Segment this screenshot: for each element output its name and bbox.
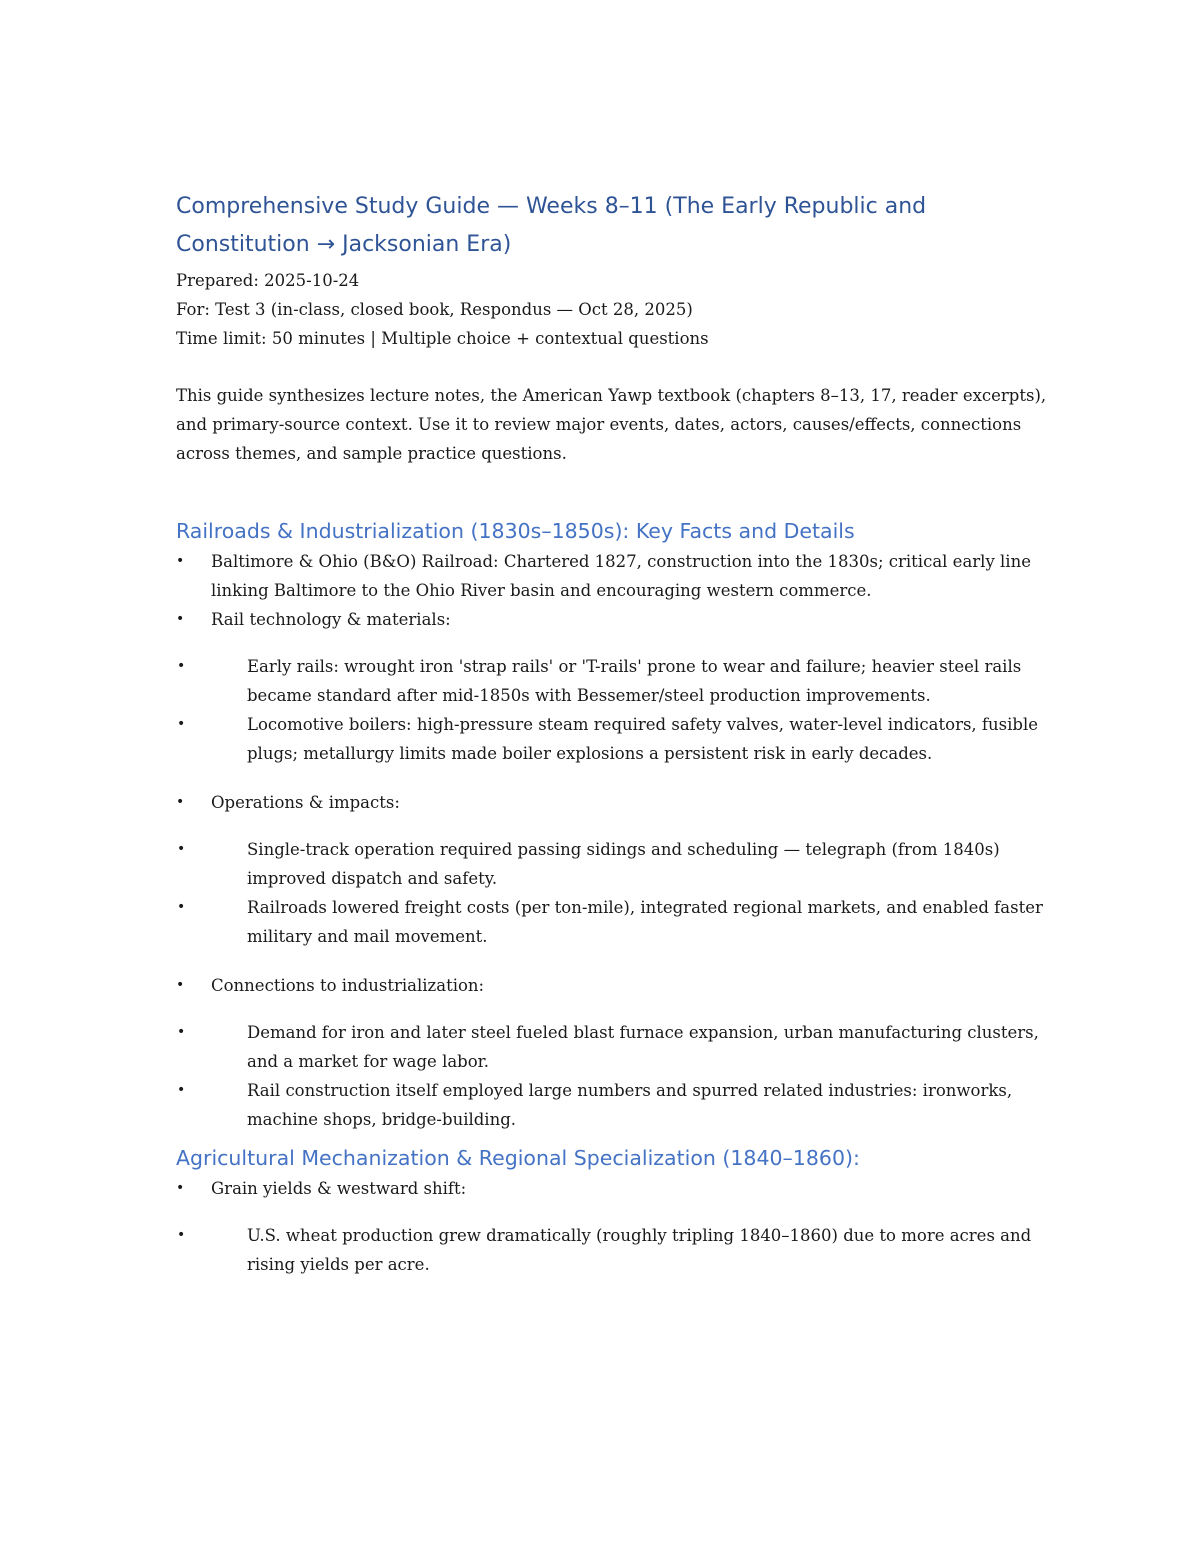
list-item (176, 547, 1056, 605)
sublist-container (177, 1221, 1056, 1279)
section-heading-agriculture: Agricultural Mechanization & Regional Specialization (1840–1860): (176, 1146, 860, 1170)
section-heading-railroads: Railroads & Industrialization (1830s–1850s): Key Facts and Details (176, 519, 855, 543)
sublist-item (177, 652, 1056, 710)
bullet-icon: • (176, 611, 185, 627)
sublist-item-text: Early rails: wrought iron 'strap rails' or 'T-rails' prone to wear and failure; heavier steel rails became standard after mid-1850s with Bessemer/steel production improvements. (247, 657, 1022, 705)
test-info: For: Test 3 (in-class, closed book, Respondus — Oct 28, 2025) (176, 300, 693, 319)
sublist-item (177, 710, 1056, 768)
sublist-container (177, 1018, 1056, 1134)
sublist-container (177, 835, 1056, 951)
bullet-icon: • (177, 1227, 186, 1243)
document-content (176, 188, 1056, 1299)
sublist-item (177, 1076, 1056, 1134)
prepared-date: Prepared: 2025-10-24 (176, 271, 360, 290)
bullet-icon: • (177, 1082, 186, 1098)
agriculture-list (176, 1174, 1056, 1203)
title-line-2: Constitution → Jacksonian Era) (176, 232, 512, 257)
sublist-item-text: Single-track operation required passing sidings and scheduling — telegraph (from 1840s) improved dispatch and safety. (247, 840, 1000, 888)
title-line-1: Comprehensive Study Guide — Weeks 8–11 (The Early Republic and (176, 194, 927, 219)
bullet-icon: • (177, 1024, 186, 1040)
bullet-icon: • (176, 1180, 185, 1196)
list-item-text: Operations & impacts: (211, 793, 400, 812)
intro-paragraph: This guide synthesizes lecture notes, the American Yawp textbook (chapters 8–13, 17, reader excerpts), and primary-source context. Use it to review major events, dates, actors, causes/effects, connections across themes, and sample practice questions. (176, 386, 1047, 463)
sublist-item-text: Railroads lowered freight costs (per ton-mile), integrated regional markets, and enabled faster military and mail movement. (247, 898, 1043, 946)
document-title (176, 188, 1056, 264)
sublist-container (177, 652, 1056, 768)
sublist-item (177, 1018, 1056, 1076)
list-item-text: Connections to industrialization: (211, 976, 485, 995)
document-meta (176, 266, 1056, 353)
railroads-list (176, 547, 1056, 634)
bullet-icon: • (177, 899, 186, 915)
time-limit: Time limit: 50 minutes | Multiple choice + contextual questions (176, 329, 709, 348)
sublist-item-text: Demand for iron and later steel fueled blast furnace expansion, urban manufacturing clusters, and a market for wage labor. (247, 1023, 1039, 1071)
bullet-icon: • (177, 716, 186, 732)
operations-sublist (177, 835, 1056, 951)
bullet-icon: • (177, 841, 186, 857)
list-item (176, 605, 1056, 634)
list-item (176, 1174, 1056, 1203)
bullet-icon: • (176, 794, 185, 810)
railroads-list-continued (176, 788, 1056, 817)
list-item (176, 971, 1056, 1000)
sublist-item-text: Rail construction itself employed large numbers and spurred related industries: ironworks, machine shops, bridge-building. (247, 1081, 1013, 1129)
sublist-item (177, 893, 1056, 951)
bullet-icon: • (177, 658, 186, 674)
industrialization-sublist (177, 1018, 1056, 1134)
bullet-icon: • (176, 553, 185, 569)
sublist-item (177, 835, 1056, 893)
railroads-list-continued (176, 971, 1056, 1000)
sublist-item (177, 1221, 1056, 1279)
grain-yields-sublist (177, 1221, 1056, 1279)
sublist-item-text: Locomotive boilers: high-pressure steam required safety valves, water-level indicators, fusible plugs; metallurgy limits made boiler explosions a persistent risk in early decades. (247, 715, 1039, 763)
list-item-text: Rail technology & materials: (211, 610, 451, 629)
list-item (176, 788, 1056, 817)
sublist-item-text: U.S. wheat production grew dramatically (roughly tripling 1840–1860) due to more acres and rising yields per acre. (247, 1226, 1032, 1274)
list-item-text: Grain yields & westward shift: (211, 1179, 467, 1198)
list-item-text: Baltimore & Ohio (B&O) Railroad: Chartered 1827, construction into the 1830s; critical early line linking Baltimore to the Ohio River basin and encouraging western commerce. (211, 552, 1031, 600)
rail-technology-sublist (177, 652, 1056, 768)
bullet-icon: • (176, 977, 185, 993)
